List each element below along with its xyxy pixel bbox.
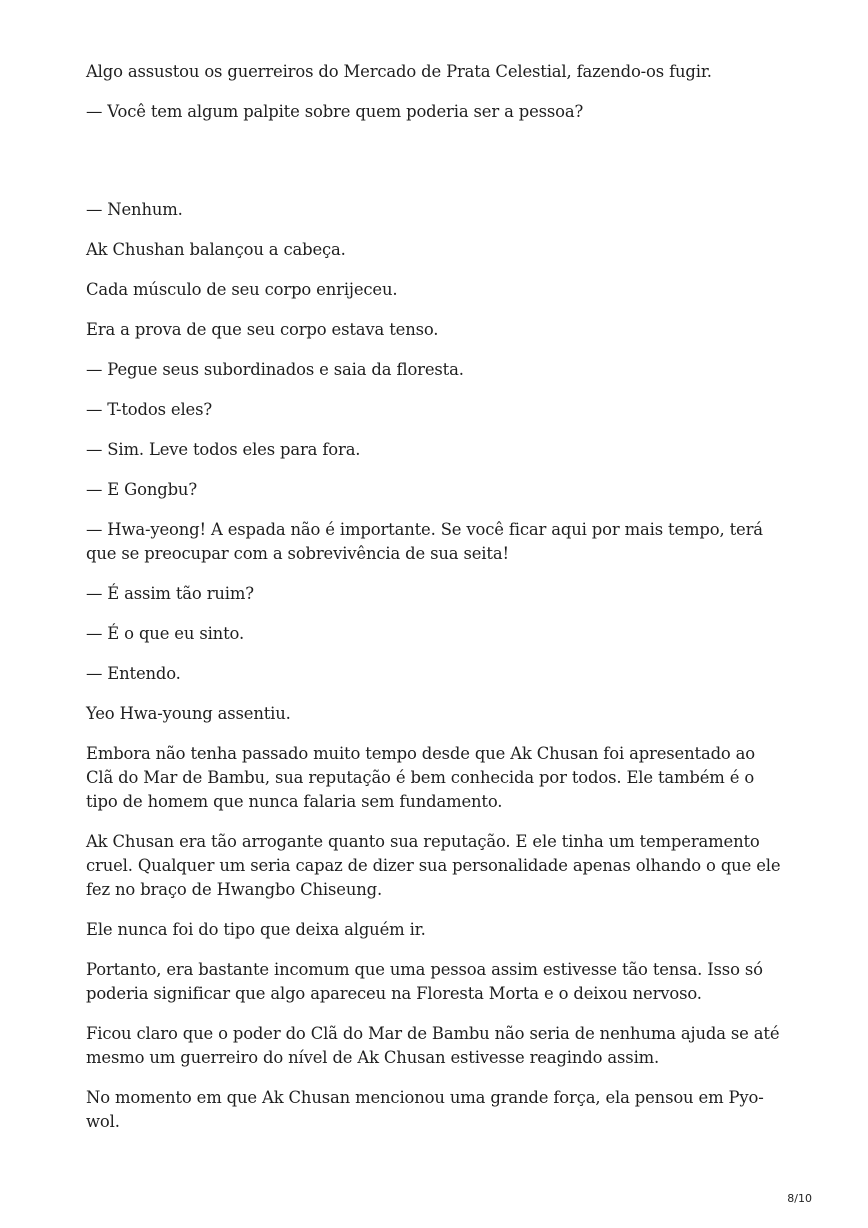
paragraph: — Nenhum. (86, 200, 183, 219)
paragraph: — Pegue seus subordinados e saia da floresta. (86, 360, 464, 379)
paragraph: — Hwa-yeong! A espada não é importante. Se você ficar aqui por mais tempo, terá que se preocupar com a sobrevivência de sua seita! (86, 520, 763, 563)
paragraph: Era a prova de que seu corpo estava tenso. (86, 320, 439, 339)
paragraph: Yeo Hwa-young assentiu. (86, 704, 291, 723)
paragraph: — Sim. Leve todos eles para fora. (86, 440, 361, 459)
paragraph: Ak Chusan era tão arrogante quanto sua reputação. E ele tinha um temperamento cruel. Qualquer um seria capaz de dizer sua personalidade apenas olhando o que ele fez no braço de Hwangbo Chiseung. (86, 832, 781, 899)
paragraph: Algo assustou os guerreiros do Mercado de Prata Celestial, fazendo-os fugir. (86, 62, 712, 81)
paragraph: — E Gongbu? (86, 480, 197, 499)
paragraph: Cada músculo de seu corpo enrijeceu. (86, 280, 398, 299)
document-page (86, 60, 786, 1150)
paragraph: Embora não tenha passado muito tempo desde que Ak Chusan foi apresentado ao Clã do Mar de Bambu, sua reputação é bem conhecida por todos. Ele também é o tipo de homem que nunca falaria sem fundamento. (86, 744, 756, 811)
paragraph: — É o que eu sinto. (86, 624, 245, 643)
paragraph: Ficou claro que o poder do Clã do Mar de Bambu não seria de nenhuma ajuda se até mesmo um guerreiro do nível de Ak Chusan estivesse reagindo assim. (86, 1024, 780, 1067)
paragraph: — Entendo. (86, 664, 181, 683)
blank-gap (86, 140, 786, 198)
paragraph: — É assim tão ruim? (86, 584, 254, 603)
paragraph: No momento em que Ak Chusan mencionou uma grande força, ela pensou em Pyo-wol. (86, 1088, 764, 1131)
paragraph: — T-todos eles? (86, 400, 212, 419)
paragraph: Ak Chushan balançou a cabeça. (86, 240, 346, 259)
page-number: 8/10 (787, 1192, 812, 1205)
paragraph: Portanto, era bastante incomum que uma pessoa assim estivesse tão tensa. Isso só poderia significar que algo apareceu na Floresta Morta e o deixou nervoso. (86, 960, 763, 1003)
paragraph: Ele nunca foi do tipo que deixa alguém ir. (86, 920, 426, 939)
paragraph: — Você tem algum palpite sobre quem poderia ser a pessoa? (86, 102, 584, 121)
